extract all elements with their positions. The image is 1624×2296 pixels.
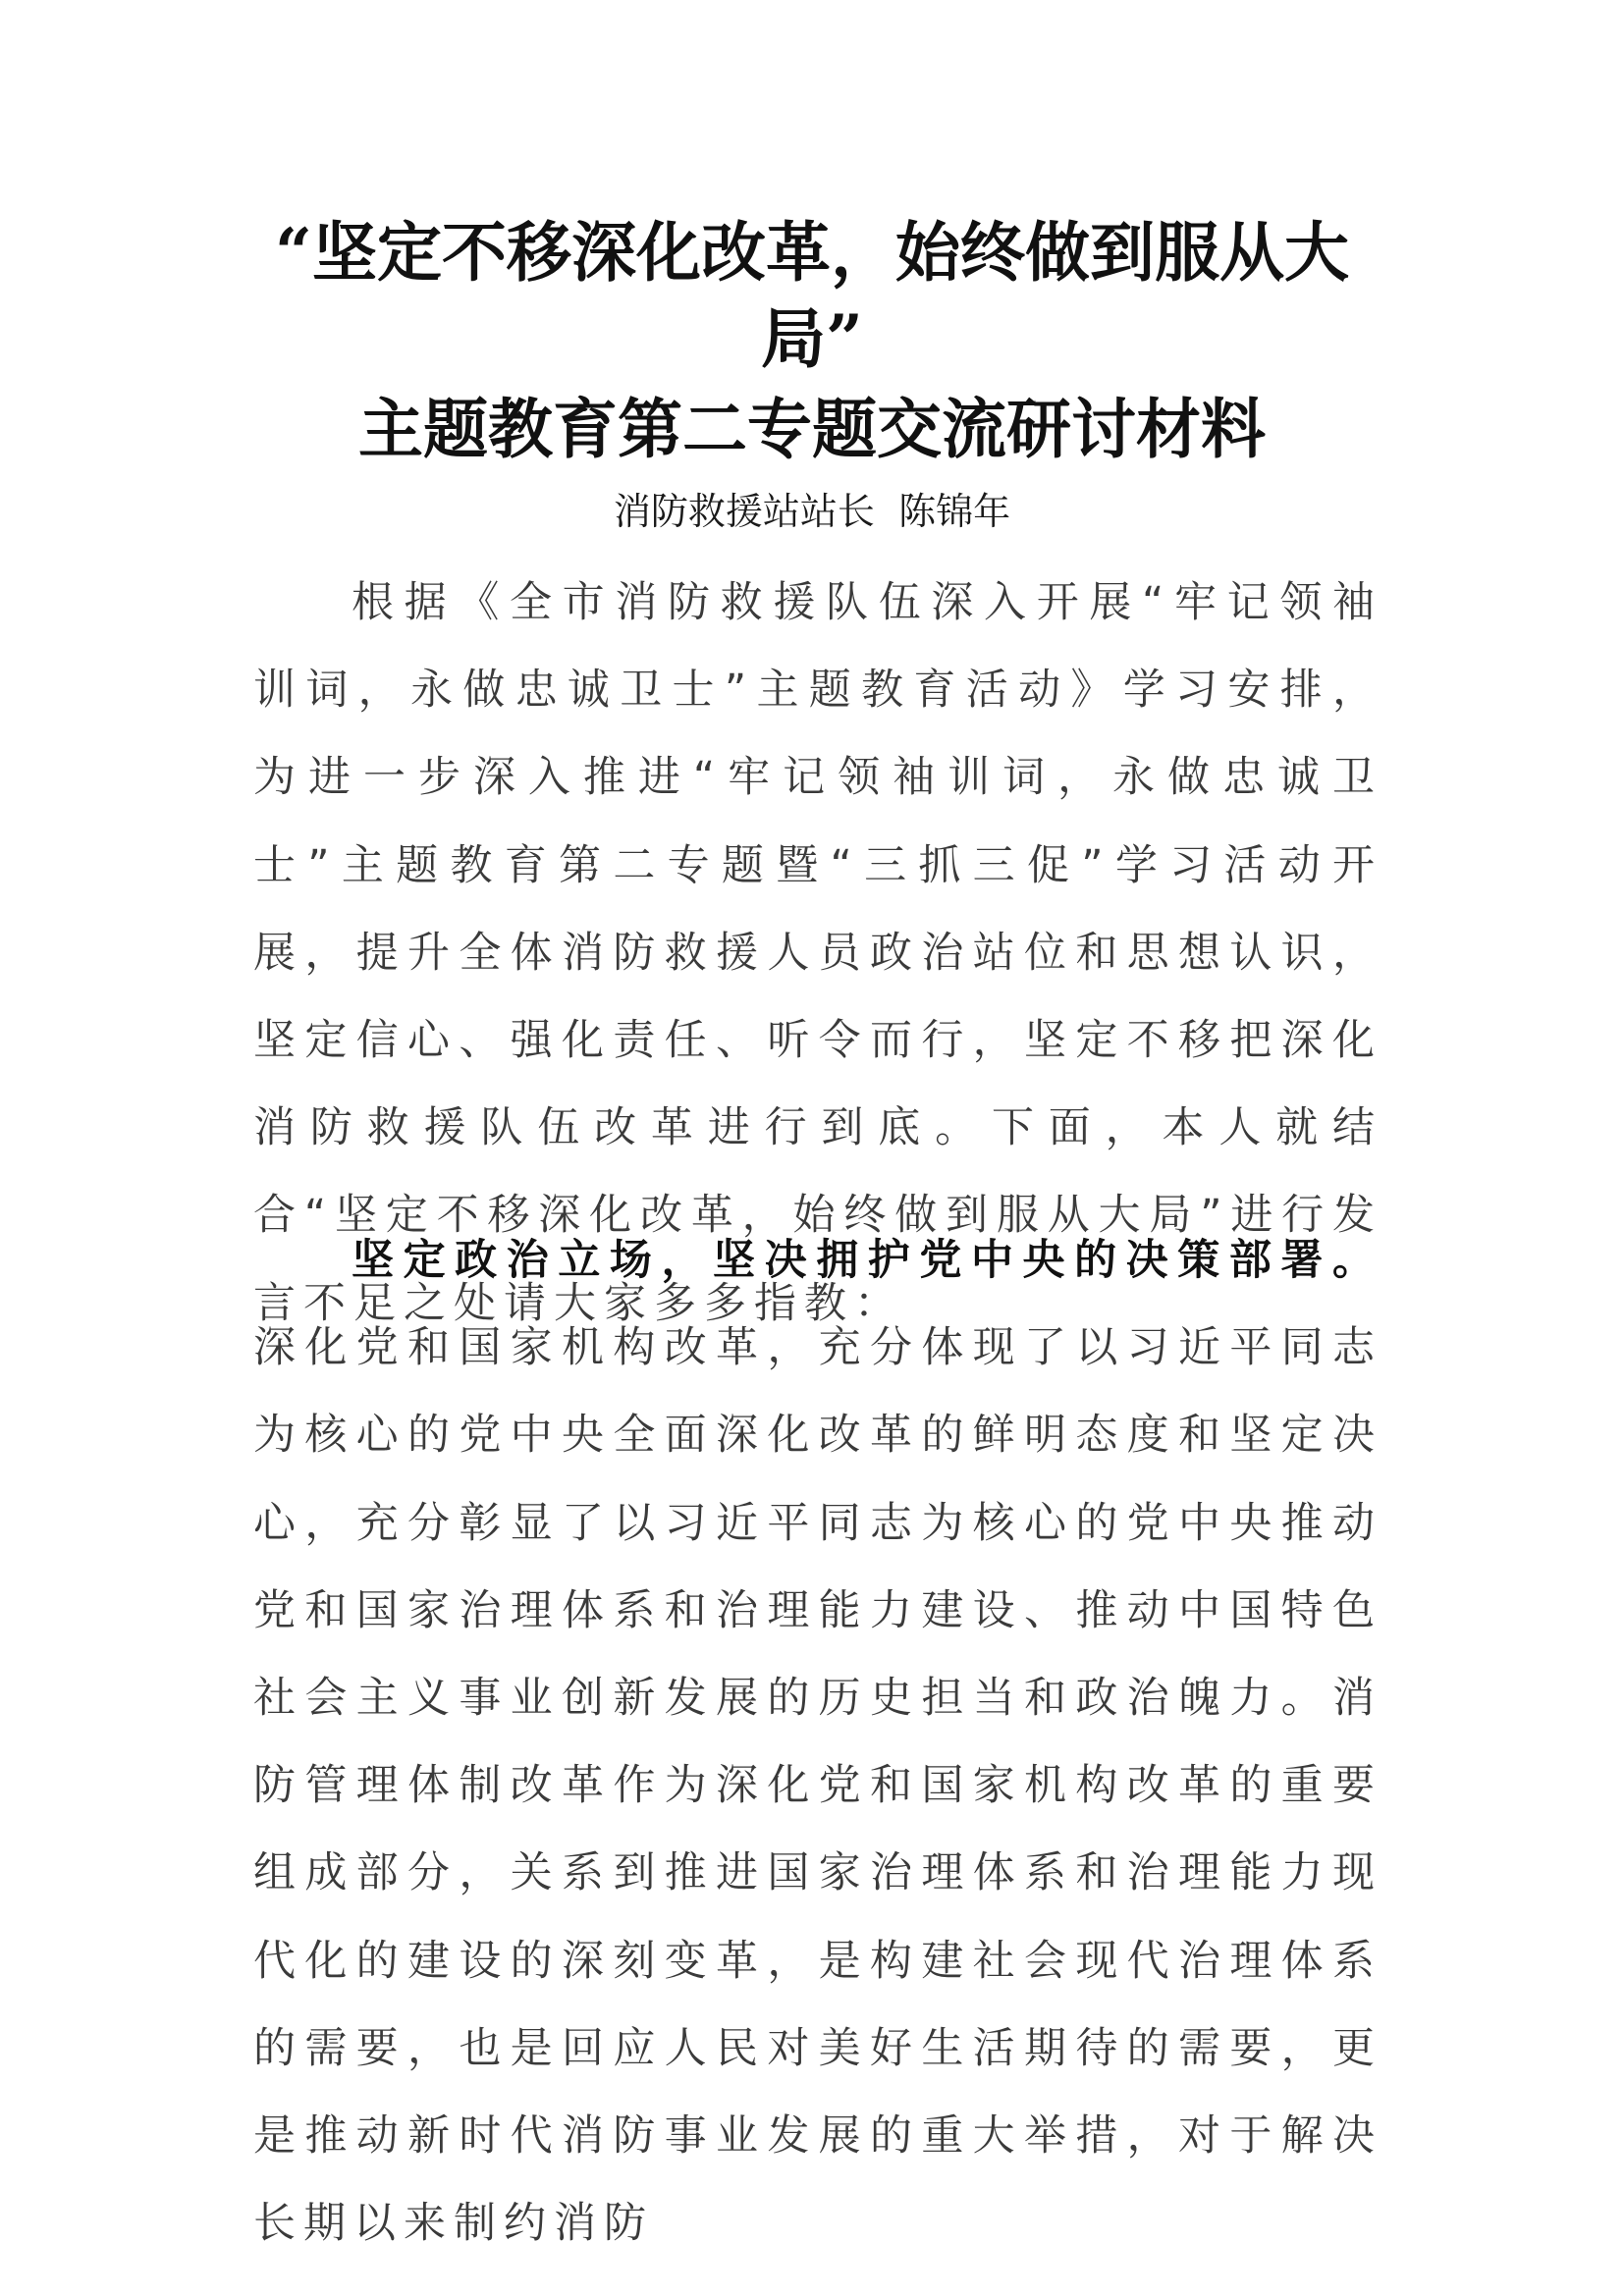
document-subtitle: 主题教育第二专题交流研讨材料 bbox=[358, 391, 1266, 467]
document-title-line1: “坚定不移深化改革，始终做到服从大 bbox=[275, 214, 1349, 291]
paragraph-political-stance bbox=[253, 1217, 1382, 2268]
paragraph-intro: 根据《全市消防救援队伍深入开展“牢记领袖训词，永做忠诚卫士”主题教育活动》学习安排，为进一步深入推进“牢记领袖训词，永做忠诚卫士”主题教育第二专题暨“三抓三促”学习活动开展，提升全体消防救援人员政治站位和思想认识，坚定信心、强化责任、听令而行，坚定不移把深化消防救援队伍改革进行到底。下面，本人就结合“坚定不移深化改革，始终做到服从大局”进行发言不足之处请大家多多指教： bbox=[253, 578, 1382, 1328]
paragraph-body-text: 深化党和国家机构改革，充分体现了以习近平同志为核心的党中央全面深化改革的鲜明态度和坚定决心，充分彰显了以习近平同志为核心的党中央推动党和国家治理体系和治理能力建设、推动中国特色社会主义事业创新发展的历史担当和政治魄力。消防管理体制改革作为深化党和国家机构改革的重要组成部分，关系到推进国家治理体系和治理能力现代化的建设的深刻变革，是构建社会现代治理体系的需要，也是回应人民对美好生活期待的需要，更是推动新时代消防事业发展的重大举措，对于解决长期以来制约消防 bbox=[253, 1323, 1382, 2249]
paragraph-lead-heading: 坚定政治立场，坚决拥护党中央的决策部署。 bbox=[352, 1236, 1382, 1285]
document-title-line2: 局” bbox=[761, 300, 863, 377]
author-line: 消防救援站站长 陈锦年 bbox=[613, 490, 1011, 533]
